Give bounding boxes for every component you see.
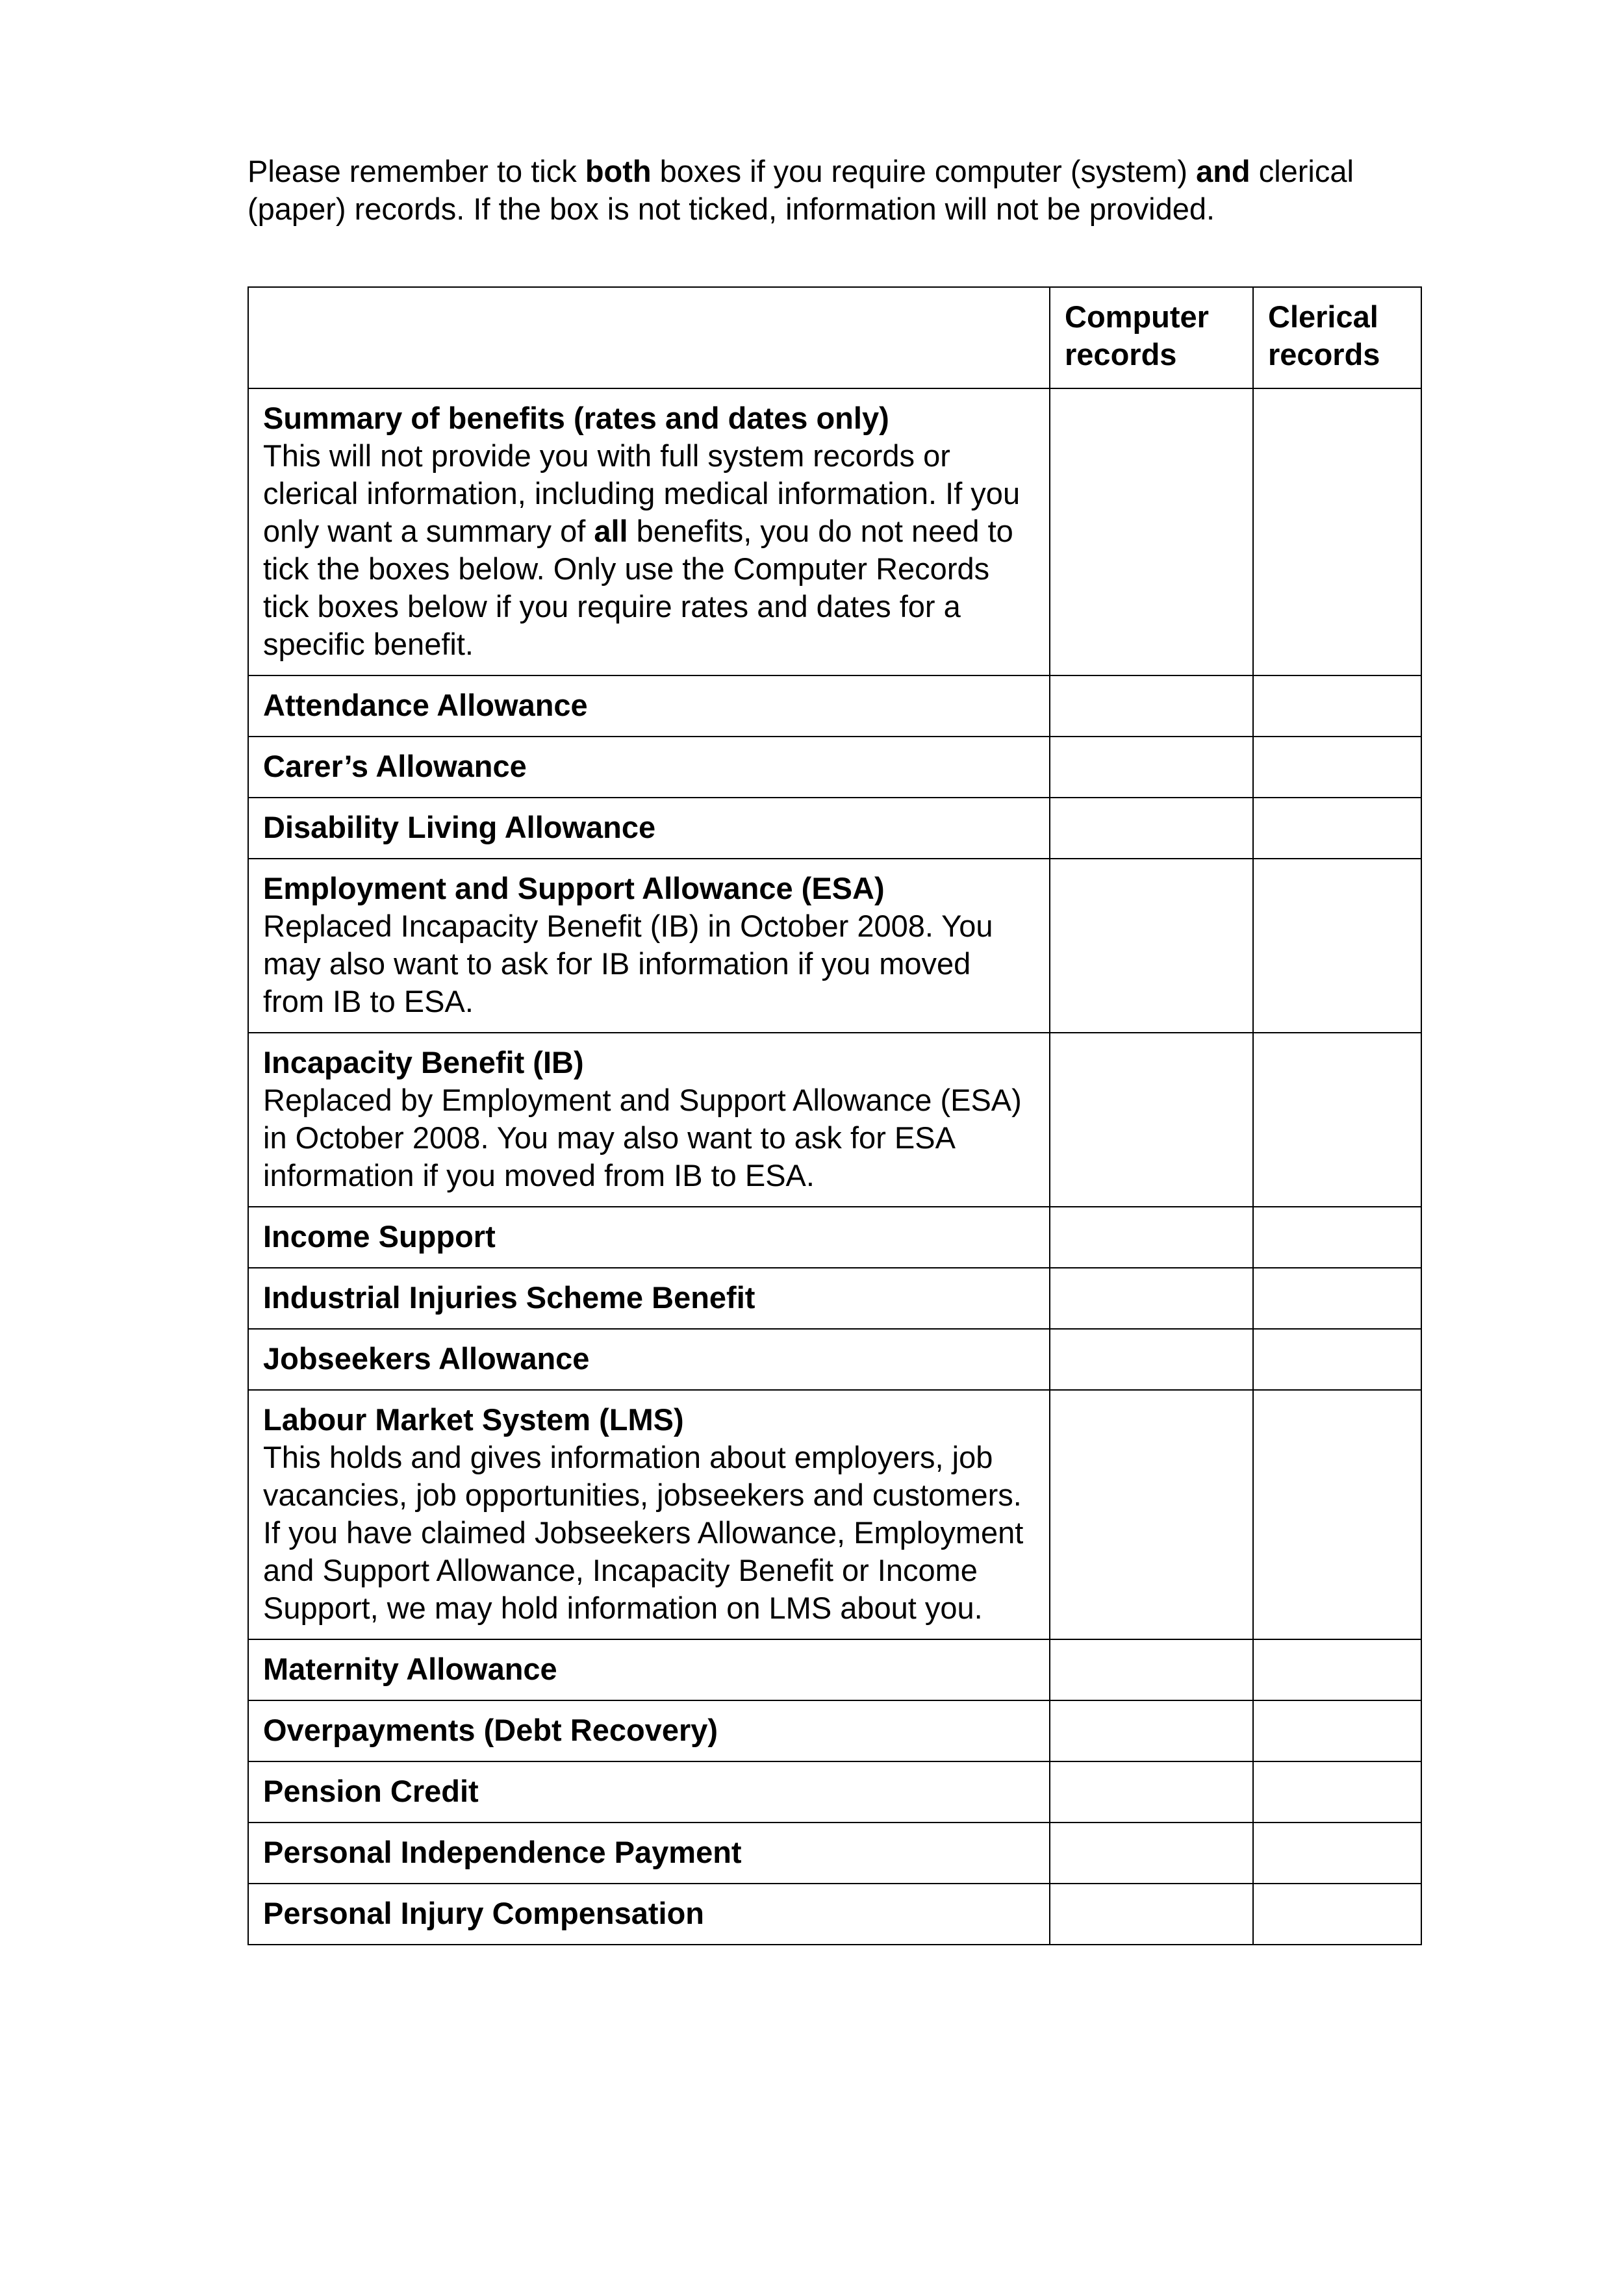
computer-records-tickbox[interactable] [1050, 1329, 1253, 1390]
benefit-title: Employment and Support Allowance (ESA) [263, 871, 885, 905]
benefit-title: Labour Market System (LMS) [263, 1402, 684, 1437]
benefit-title: Carer’s Allowance [263, 749, 527, 783]
summary-description [263, 437, 1035, 663]
clerical-records-tickbox[interactable] [1253, 1639, 1421, 1700]
benefit-title: Pension Credit [263, 1774, 479, 1808]
table-row [248, 1268, 1421, 1329]
benefit-title: Disability Living Allowance [263, 810, 656, 844]
benefit-cell [248, 1639, 1050, 1700]
table-row [248, 1884, 1421, 1945]
clerical-records-tickbox[interactable] [1253, 1033, 1421, 1207]
benefit-title: Incapacity Benefit (IB) [263, 1045, 584, 1079]
table-row [248, 1207, 1421, 1268]
computer-records-tickbox[interactable] [1050, 388, 1253, 675]
computer-records-tickbox[interactable] [1050, 1268, 1253, 1329]
computer-records-tickbox[interactable] [1050, 1884, 1253, 1945]
benefit-cell [248, 1761, 1050, 1823]
clerical-records-tickbox[interactable] [1253, 1329, 1421, 1390]
clerical-records-tickbox[interactable] [1253, 1268, 1421, 1329]
benefit-cell [248, 737, 1050, 798]
computer-records-tickbox[interactable] [1050, 1823, 1253, 1884]
table-row [248, 737, 1421, 798]
benefit-description: Replaced by Employment and Support Allowance (ESA) in October 2008. You may also want to ask for ESA information if you moved from IB to ESA. [263, 1083, 1022, 1192]
table-row [248, 1033, 1421, 1207]
table-row [248, 675, 1421, 737]
benefit-cell [248, 1268, 1050, 1329]
intro-bold-both: both [585, 154, 652, 188]
table-row [248, 1700, 1421, 1761]
clerical-records-tickbox[interactable] [1253, 1390, 1421, 1639]
clerical-records-tickbox[interactable] [1253, 737, 1421, 798]
clerical-records-tickbox[interactable] [1253, 859, 1421, 1033]
table-row [248, 859, 1421, 1033]
benefit-description: Replaced Incapacity Benefit (IB) in October 2008. You may also want to ask for IB information if you moved from IB to ESA. [263, 909, 993, 1018]
benefit-title: Personal Injury Compensation [263, 1896, 705, 1930]
summary-desc-bold: all [594, 514, 628, 548]
benefit-cell [248, 1033, 1050, 1207]
benefit-cell [248, 1700, 1050, 1761]
benefit-description: This holds and gives information about employers, job vacancies, job opportunities, jobseekers and customers. If you have claimed Jobseekers Allowance, Employment and Support Allowance, Incapacity Benefit or Income Support, we may hold information on LMS about you. [263, 1440, 1024, 1625]
table-row [248, 1761, 1421, 1823]
benefit-title: Maternity Allowance [263, 1652, 557, 1686]
benefit-cell [248, 1823, 1050, 1884]
intro-paragraph [247, 153, 1404, 228]
clerical-records-tickbox[interactable] [1253, 1823, 1421, 1884]
benefit-title: Income Support [263, 1219, 496, 1254]
clerical-records-tickbox[interactable] [1253, 675, 1421, 737]
computer-records-tickbox[interactable] [1050, 1033, 1253, 1207]
benefit-cell [248, 1390, 1050, 1639]
benefit-title: Jobseekers Allowance [263, 1341, 590, 1376]
benefit-cell [248, 675, 1050, 737]
benefit-title: Personal Independence Payment [263, 1835, 742, 1869]
clerical-records-tickbox[interactable] [1253, 388, 1421, 675]
computer-records-tickbox[interactable] [1050, 1639, 1253, 1700]
computer-records-tickbox[interactable] [1050, 1700, 1253, 1761]
intro-bold-and: and [1196, 154, 1250, 188]
table-row [248, 1329, 1421, 1390]
computer-records-tickbox[interactable] [1050, 675, 1253, 737]
computer-records-tickbox[interactable] [1050, 1761, 1253, 1823]
clerical-records-tickbox[interactable] [1253, 1700, 1421, 1761]
intro-text-2: boxes if you require computer (system) [651, 154, 1197, 188]
clerical-records-tickbox[interactable] [1253, 798, 1421, 859]
benefit-cell [248, 1329, 1050, 1390]
benefit-cell [248, 1884, 1050, 1945]
benefit-title: Attendance Allowance [263, 688, 588, 722]
benefit-title: Industrial Injuries Scheme Benefit [263, 1280, 755, 1315]
clerical-records-tickbox[interactable] [1253, 1884, 1421, 1945]
summary-cell [248, 388, 1050, 675]
computer-records-tickbox[interactable] [1050, 737, 1253, 798]
summary-desc-text-2: benefits, you do not need to tick the boxes below. Only use the Computer Records tick boxes below if you require rates and dates for a specific benefit. [263, 514, 1013, 661]
summary-title: Summary of benefits (rates and dates only) [263, 401, 889, 435]
computer-records-tickbox[interactable] [1050, 798, 1253, 859]
table-header-row [248, 287, 1421, 388]
table-row [248, 1390, 1421, 1639]
benefit-cell [248, 1207, 1050, 1268]
computer-records-tickbox[interactable] [1050, 859, 1253, 1033]
clerical-records-tickbox[interactable] [1253, 1207, 1421, 1268]
summary-desc-text-1: This will not provide you with full system records or clerical information, including medical information. If you only want a summary of [263, 438, 1021, 548]
intro-text-1: Please remember to tick [247, 154, 585, 188]
benefit-title: Overpayments (Debt Recovery) [263, 1713, 718, 1747]
benefit-cell [248, 798, 1050, 859]
table-row-summary [248, 388, 1421, 675]
benefit-cell [248, 859, 1050, 1033]
table-row [248, 798, 1421, 859]
header-clerical-records: Clerical records [1253, 287, 1421, 388]
computer-records-tickbox[interactable] [1050, 1207, 1253, 1268]
intro-text-3: clerical (paper) records. If the box is not ticked, information will not be provided. [247, 154, 1354, 226]
computer-records-tickbox[interactable] [1050, 1390, 1253, 1639]
header-benefit [248, 287, 1050, 388]
table-row [248, 1639, 1421, 1700]
header-computer-records: Computer records [1050, 287, 1253, 388]
table-row [248, 1823, 1421, 1884]
clerical-records-tickbox[interactable] [1253, 1761, 1421, 1823]
records-table [247, 286, 1422, 1945]
